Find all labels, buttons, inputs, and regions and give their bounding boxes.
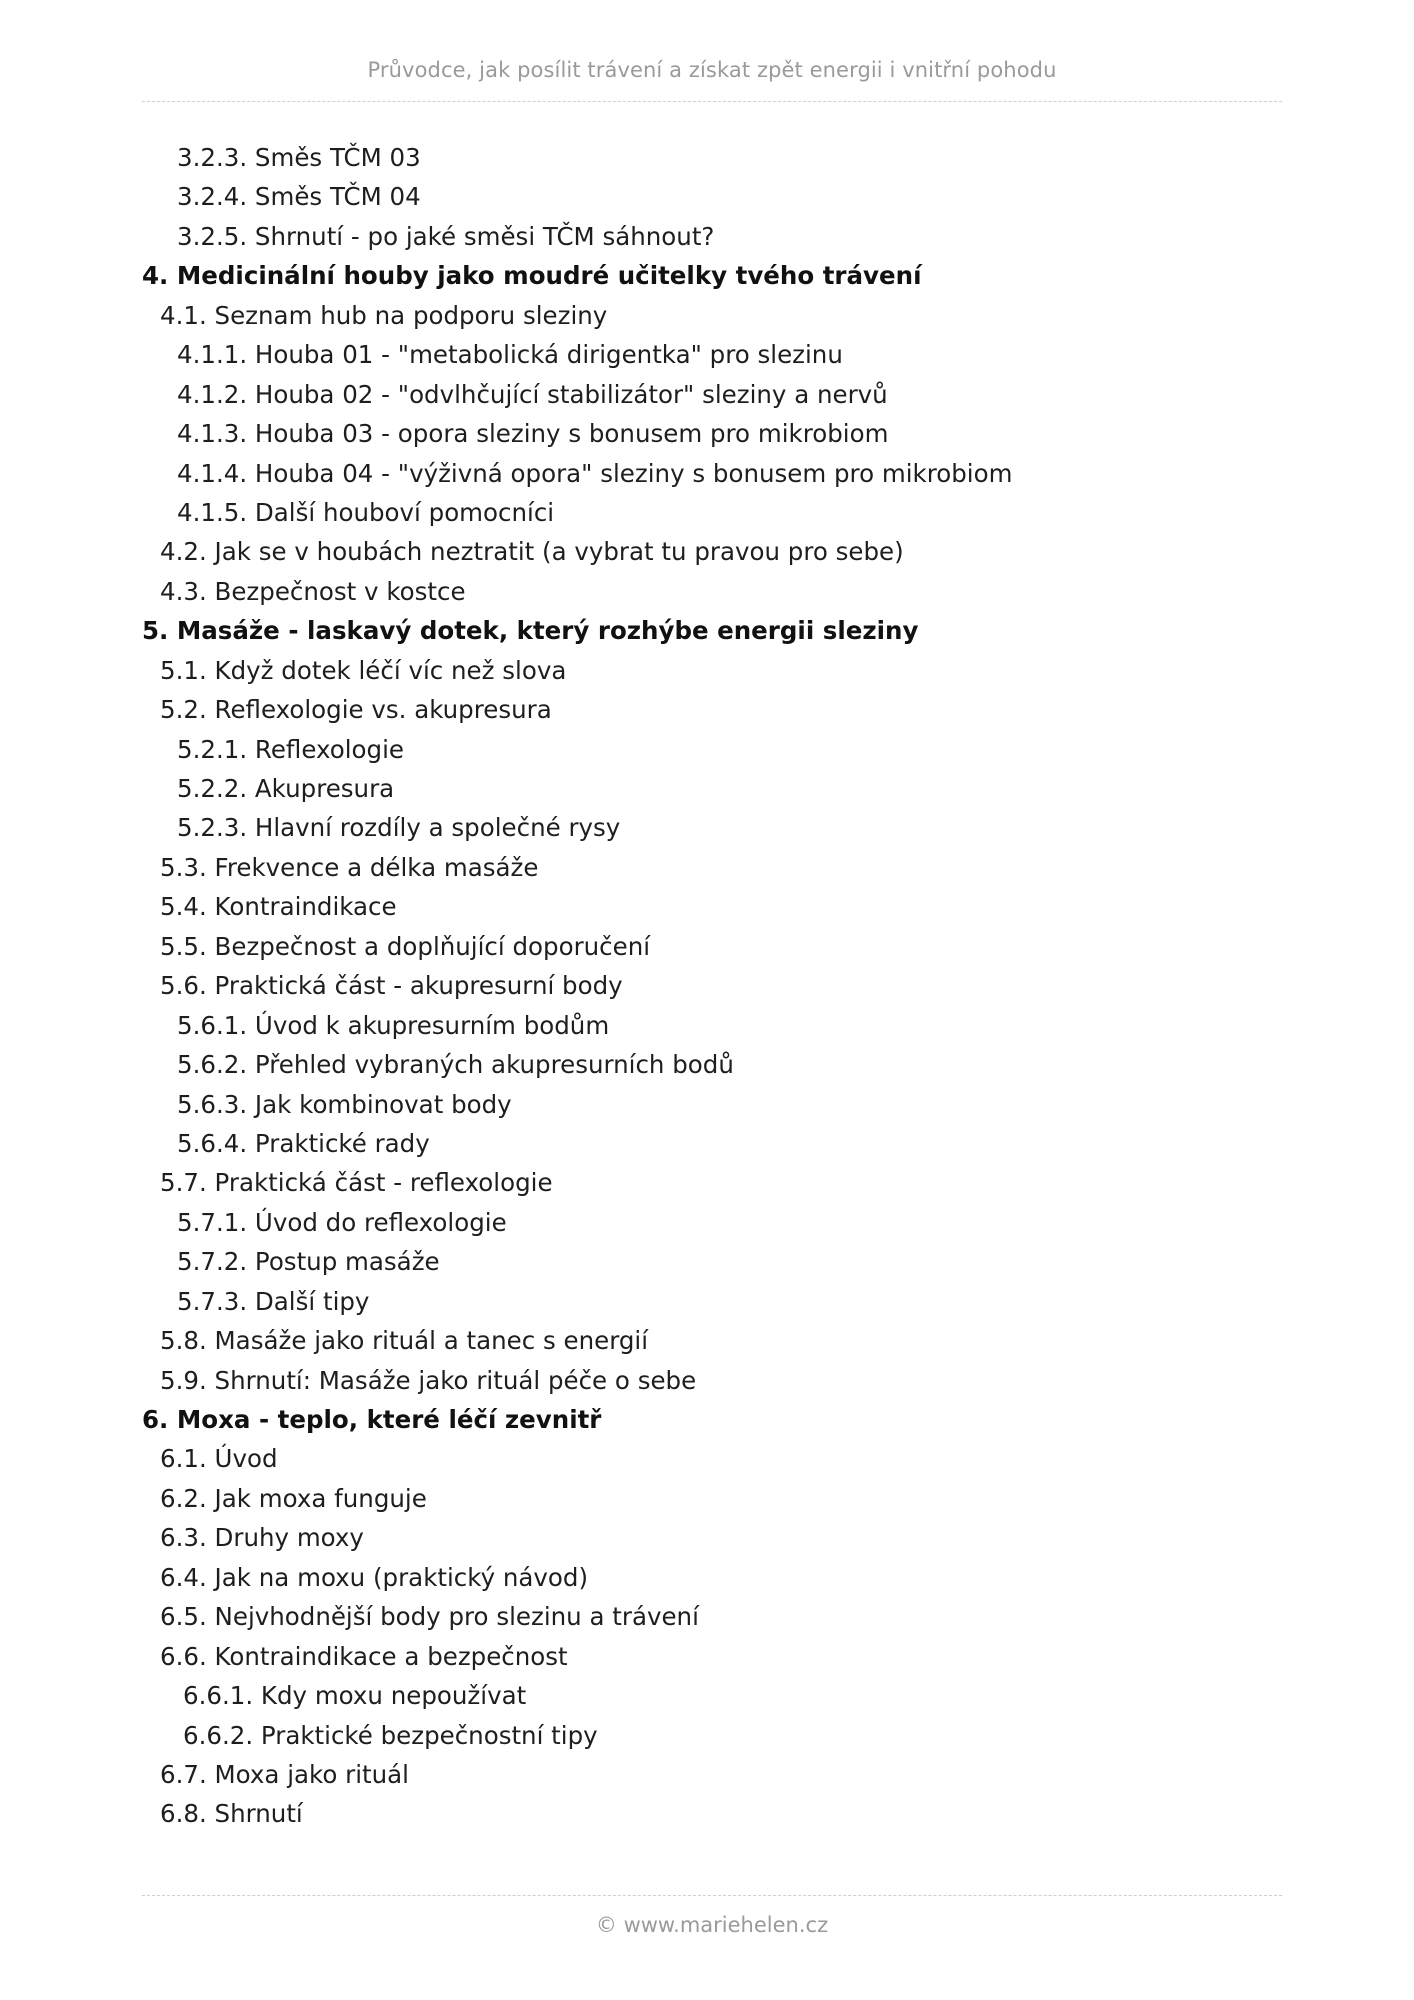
toc-subsection: 4.1.5. Další houboví pomocníci — [177, 497, 555, 527]
toc-section: 4.3. Bezpečnost v kostce — [160, 576, 466, 606]
toc-subsection: 6.6.1. Kdy moxu nepoužívat — [183, 1681, 527, 1711]
toc-section: 6.3. Druhy moxy — [160, 1523, 364, 1553]
toc-subsection: 5.2.3. Hlavní rozdíly a společné rysy — [177, 813, 621, 843]
toc-section: 5.9. Shrnutí: Masáže jako rituál péče o sebe — [160, 1365, 697, 1395]
toc-section: 5.3. Frekvence a délka masáže — [160, 852, 539, 882]
toc-chapter: 6. Moxa - teplo, které léčí zevnitř — [142, 1405, 602, 1434]
toc-subsection: 3.2.4. Směs TČM 04 — [177, 182, 421, 212]
toc-subsection: 4.1.4. Houba 04 - "výživná opora" sleziny s bonusem pro mikrobiom — [177, 458, 1013, 488]
toc-subsection: 5.6.4. Praktické rady — [177, 1128, 430, 1158]
toc-subsection: 5.7.1. Úvod do reflexologie — [177, 1207, 507, 1237]
toc-subsection: 5.6.3. Jak kombinovat body — [177, 1089, 512, 1119]
toc-subsection: 5.7.2. Postup masáže — [177, 1247, 440, 1277]
toc-subsection: 3.2.5. Shrnutí - po jaké směsi TČM sáhnout? — [177, 221, 715, 251]
toc-subsection: 5.2.1. Reflexologie — [177, 734, 404, 764]
toc-section: 6.8. Shrnutí — [160, 1799, 303, 1829]
toc-section: 4.2. Jak se v houbách neztratit (a vybrat tu pravou pro sebe) — [160, 537, 904, 567]
toc-subsection: 4.1.1. Houba 01 - "metabolická dirigentka" pro slezinu — [177, 340, 843, 370]
table-of-contents — [142, 138, 1282, 1834]
toc-subsection: 5.6.2. Přehled vybraných akupresurních bodů — [177, 1050, 734, 1080]
toc-subsection: 5.2.2. Akupresura — [177, 774, 395, 803]
toc-section: 6.6. Kontraindikace a bezpečnost — [160, 1641, 568, 1671]
toc-section: 5.8. Masáže jako rituál a tanec s energií — [160, 1326, 649, 1356]
toc-subsection: 6.6.2. Praktické bezpečnostní tipy — [183, 1720, 598, 1750]
toc-section: 5.2. Reflexologie vs. akupresura — [160, 695, 552, 725]
toc-section: 5.7. Praktická část - reflexologie — [160, 1168, 553, 1198]
toc-section: 4.1. Seznam hub na podporu sleziny — [160, 300, 608, 330]
toc-section: 5.5. Bezpečnost a doplňující doporučení — [160, 931, 651, 961]
toc-section: 6.4. Jak na moxu (praktický návod) — [160, 1562, 589, 1592]
toc-chapter: 4. Medicinální houby jako moudré učitelky tvého trávení — [142, 261, 922, 291]
toc-subsection: 4.1.2. Houba 02 - "odvlhčující stabilizátor" sleziny a nervů — [177, 379, 888, 409]
toc-section: 5.1. Když dotek léčí víc než slova — [160, 655, 567, 685]
toc-subsection: 3.2.3. Směs TČM 03 — [177, 143, 421, 172]
toc-chapter: 5. Masáže - laskavý dotek, který rozhýbe energii sleziny — [142, 616, 919, 646]
toc-section: 5.4. Kontraindikace — [160, 892, 397, 922]
toc-section: 6.7. Moxa jako rituál — [160, 1759, 409, 1789]
header-divider — [142, 101, 1282, 102]
page-footer: © www.mariehelen.cz — [595, 1913, 829, 1937]
footer-divider — [142, 1895, 1282, 1896]
toc-subsection: 5.7.3. Další tipy — [177, 1286, 370, 1316]
toc-subsection: 5.6.1. Úvod k akupresurním bodům — [177, 1010, 610, 1040]
toc-section: 6.2. Jak moxa funguje — [160, 1483, 427, 1513]
page-header: Průvodce, jak posílit trávení a získat zpět energii i vnitřní pohodu — [367, 58, 1057, 82]
toc-section: 6.1. Úvod — [160, 1444, 278, 1474]
toc-section: 6.5. Nejvhodnější body pro slezinu a trávení — [160, 1602, 699, 1632]
toc-section: 5.6. Praktická část - akupresurní body — [160, 971, 623, 1001]
toc-subsection: 4.1.3. Houba 03 - opora sleziny s bonusem pro mikrobiom — [177, 419, 889, 449]
